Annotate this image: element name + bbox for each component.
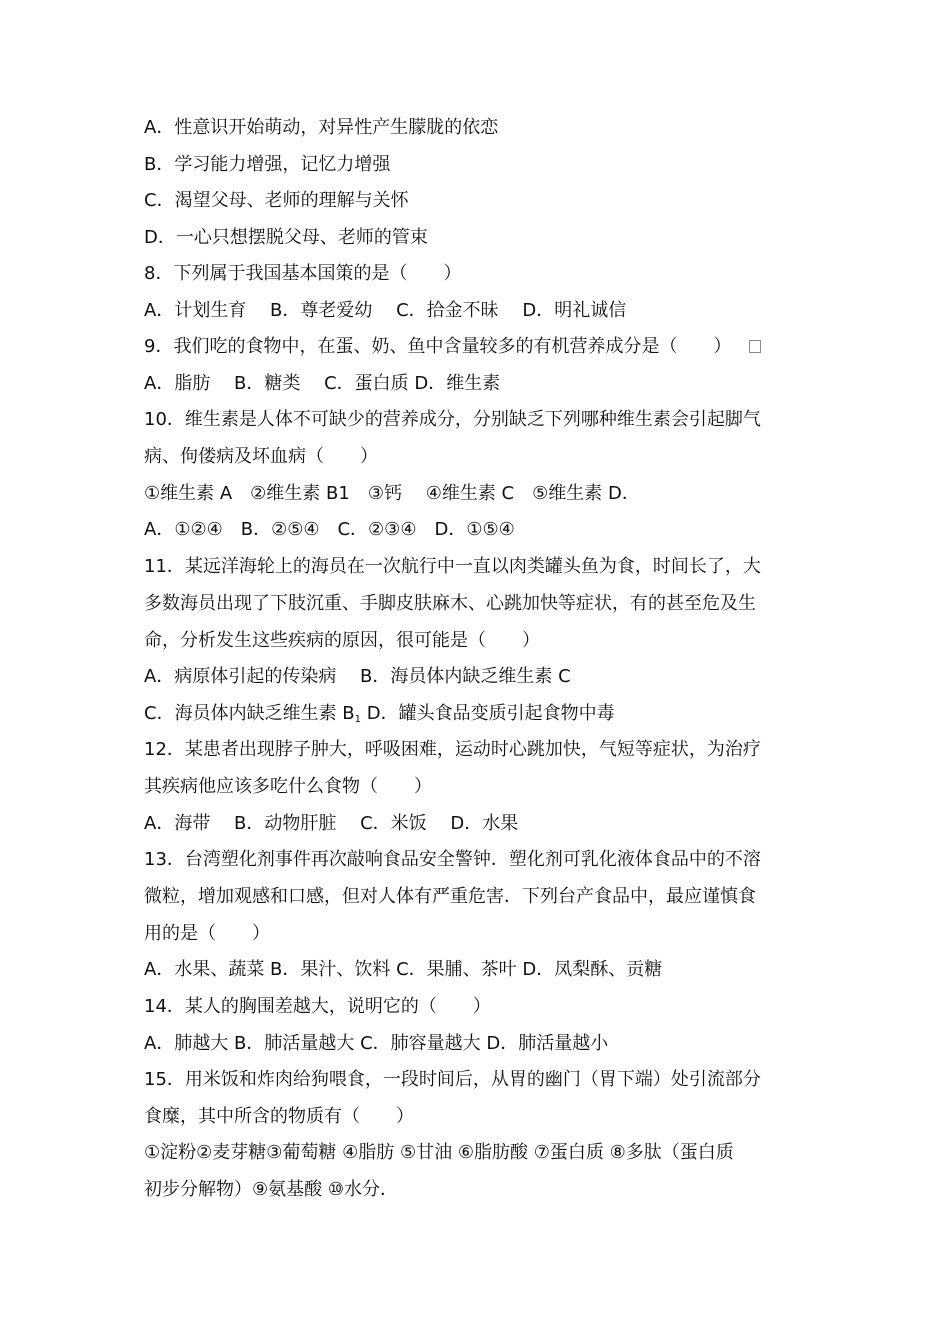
q10-options: A．①②④ B．②⑤④ C．②③④ D．①⑤④	[144, 519, 515, 540]
q12-stem-line2: 其疾病他应该多吃什么食物（ ）	[144, 776, 432, 797]
q13-stem-line2: 微粒，增加观感和口感，但对人体有严重危害．下列台产食品中，最应谨慎食	[144, 886, 756, 907]
q13-options: A．水果、蔬菜 B．果汁、饮料 C．果脯、茶叶 D．凤梨酥、贡糖	[144, 959, 663, 980]
q9-options: A．脂肪 B．糖类 C．蛋白质 D．维生素	[144, 373, 501, 394]
q11-option-c: C．海员体内缺乏维生素 B	[144, 703, 355, 724]
q7-option-a: A．性意识开始萌动，对异性产生朦胧的依恋	[144, 117, 499, 138]
q11-options-ab: A．病原体引起的传染病 B．海员体内缺乏维生素 C	[144, 666, 571, 687]
q12-stem-line1: 12．某患者出现脖子肿大，呼吸困难，运动时心跳加快，气短等症状，为治疗	[144, 739, 761, 760]
q15-items-line1: ①淀粉②麦芽糖③葡萄糖 ④脂肪 ⑤甘油 ⑥脂肪酸 ⑦蛋白质 ⑧多肽（蛋白质	[144, 1142, 734, 1163]
q9-stem	[144, 334, 761, 360]
q10-stem-line1: 10．维生素是人体不可缺少的营养成分，分别缺乏下列哪种维生素会引起脚气	[144, 409, 761, 430]
q11-stem-line1: 11．某远洋海轮上的海员在一次航行中一直以肉类罐头鱼为食，时间长了，大	[144, 556, 761, 577]
q11-options-cd	[144, 701, 615, 727]
q7-option-b: B．学习能力增强，记忆力增强	[144, 154, 391, 175]
q7-option-d: D．一心只想摆脱父母、老师的管束	[144, 227, 428, 248]
q7-option-c: C．渴望父母、老师的理解与关怀	[144, 190, 409, 211]
q12-options: A．海带 B．动物肝脏 C．米饭 D．水果	[144, 813, 519, 834]
q14-options: A．肺越大 B．肺活量越大 C．肺容量越大 D．肺活量越小	[144, 1033, 609, 1054]
subscript: 1	[354, 714, 362, 725]
q11-stem-line2: 多数海员出现了下肢沉重、手脚皮肤麻木、心跳加快等症状，有的甚至危及生	[144, 593, 756, 614]
q15-stem-line1: 15．用米饭和炸肉给狗喂食，一段时间后，从胃的幽门（胃下端）处引流部分	[144, 1069, 761, 1090]
q10-stem-line2: 病、佝偻病及坏血病（ ）	[144, 446, 378, 467]
q10-items: ①维生素 A ②维生素 B1 ③钙 ④维生素 C ⑤维生素 D．	[144, 483, 640, 504]
q15-stem-line2: 食糜，其中所含的物质有（ ）	[144, 1106, 414, 1127]
q9-stem-text: 9．我们吃的食物中，在蛋、奶、鱼中含量较多的有机营养成分是（ ）	[144, 336, 732, 357]
q13-stem-line3: 用的是（ ）	[144, 923, 270, 944]
q8-options: A．计划生育 B．尊老爱幼 C．拾金不昧 D．明礼诚信	[144, 300, 627, 321]
q15-items-line2: 初步分解物）⑨氨基酸 ⑩水分．	[144, 1179, 398, 1200]
q11-stem-line3: 命，分析发生这些疾病的原因，很可能是（ ）	[144, 630, 540, 651]
placeholder-box-icon	[749, 340, 761, 353]
q8-stem: 8．下列属于我国基本国策的是（ ）	[144, 263, 462, 284]
q11-option-d: D．罐头食品变质引起食物中毒	[361, 703, 615, 724]
q13-stem-line1: 13．台湾塑化剂事件再次敲响食品安全警钟．塑化剂可乳化液体食品中的不溶	[144, 849, 761, 870]
q14-stem: 14．某人的胸围差越大，说明它的（ ）	[144, 996, 491, 1017]
